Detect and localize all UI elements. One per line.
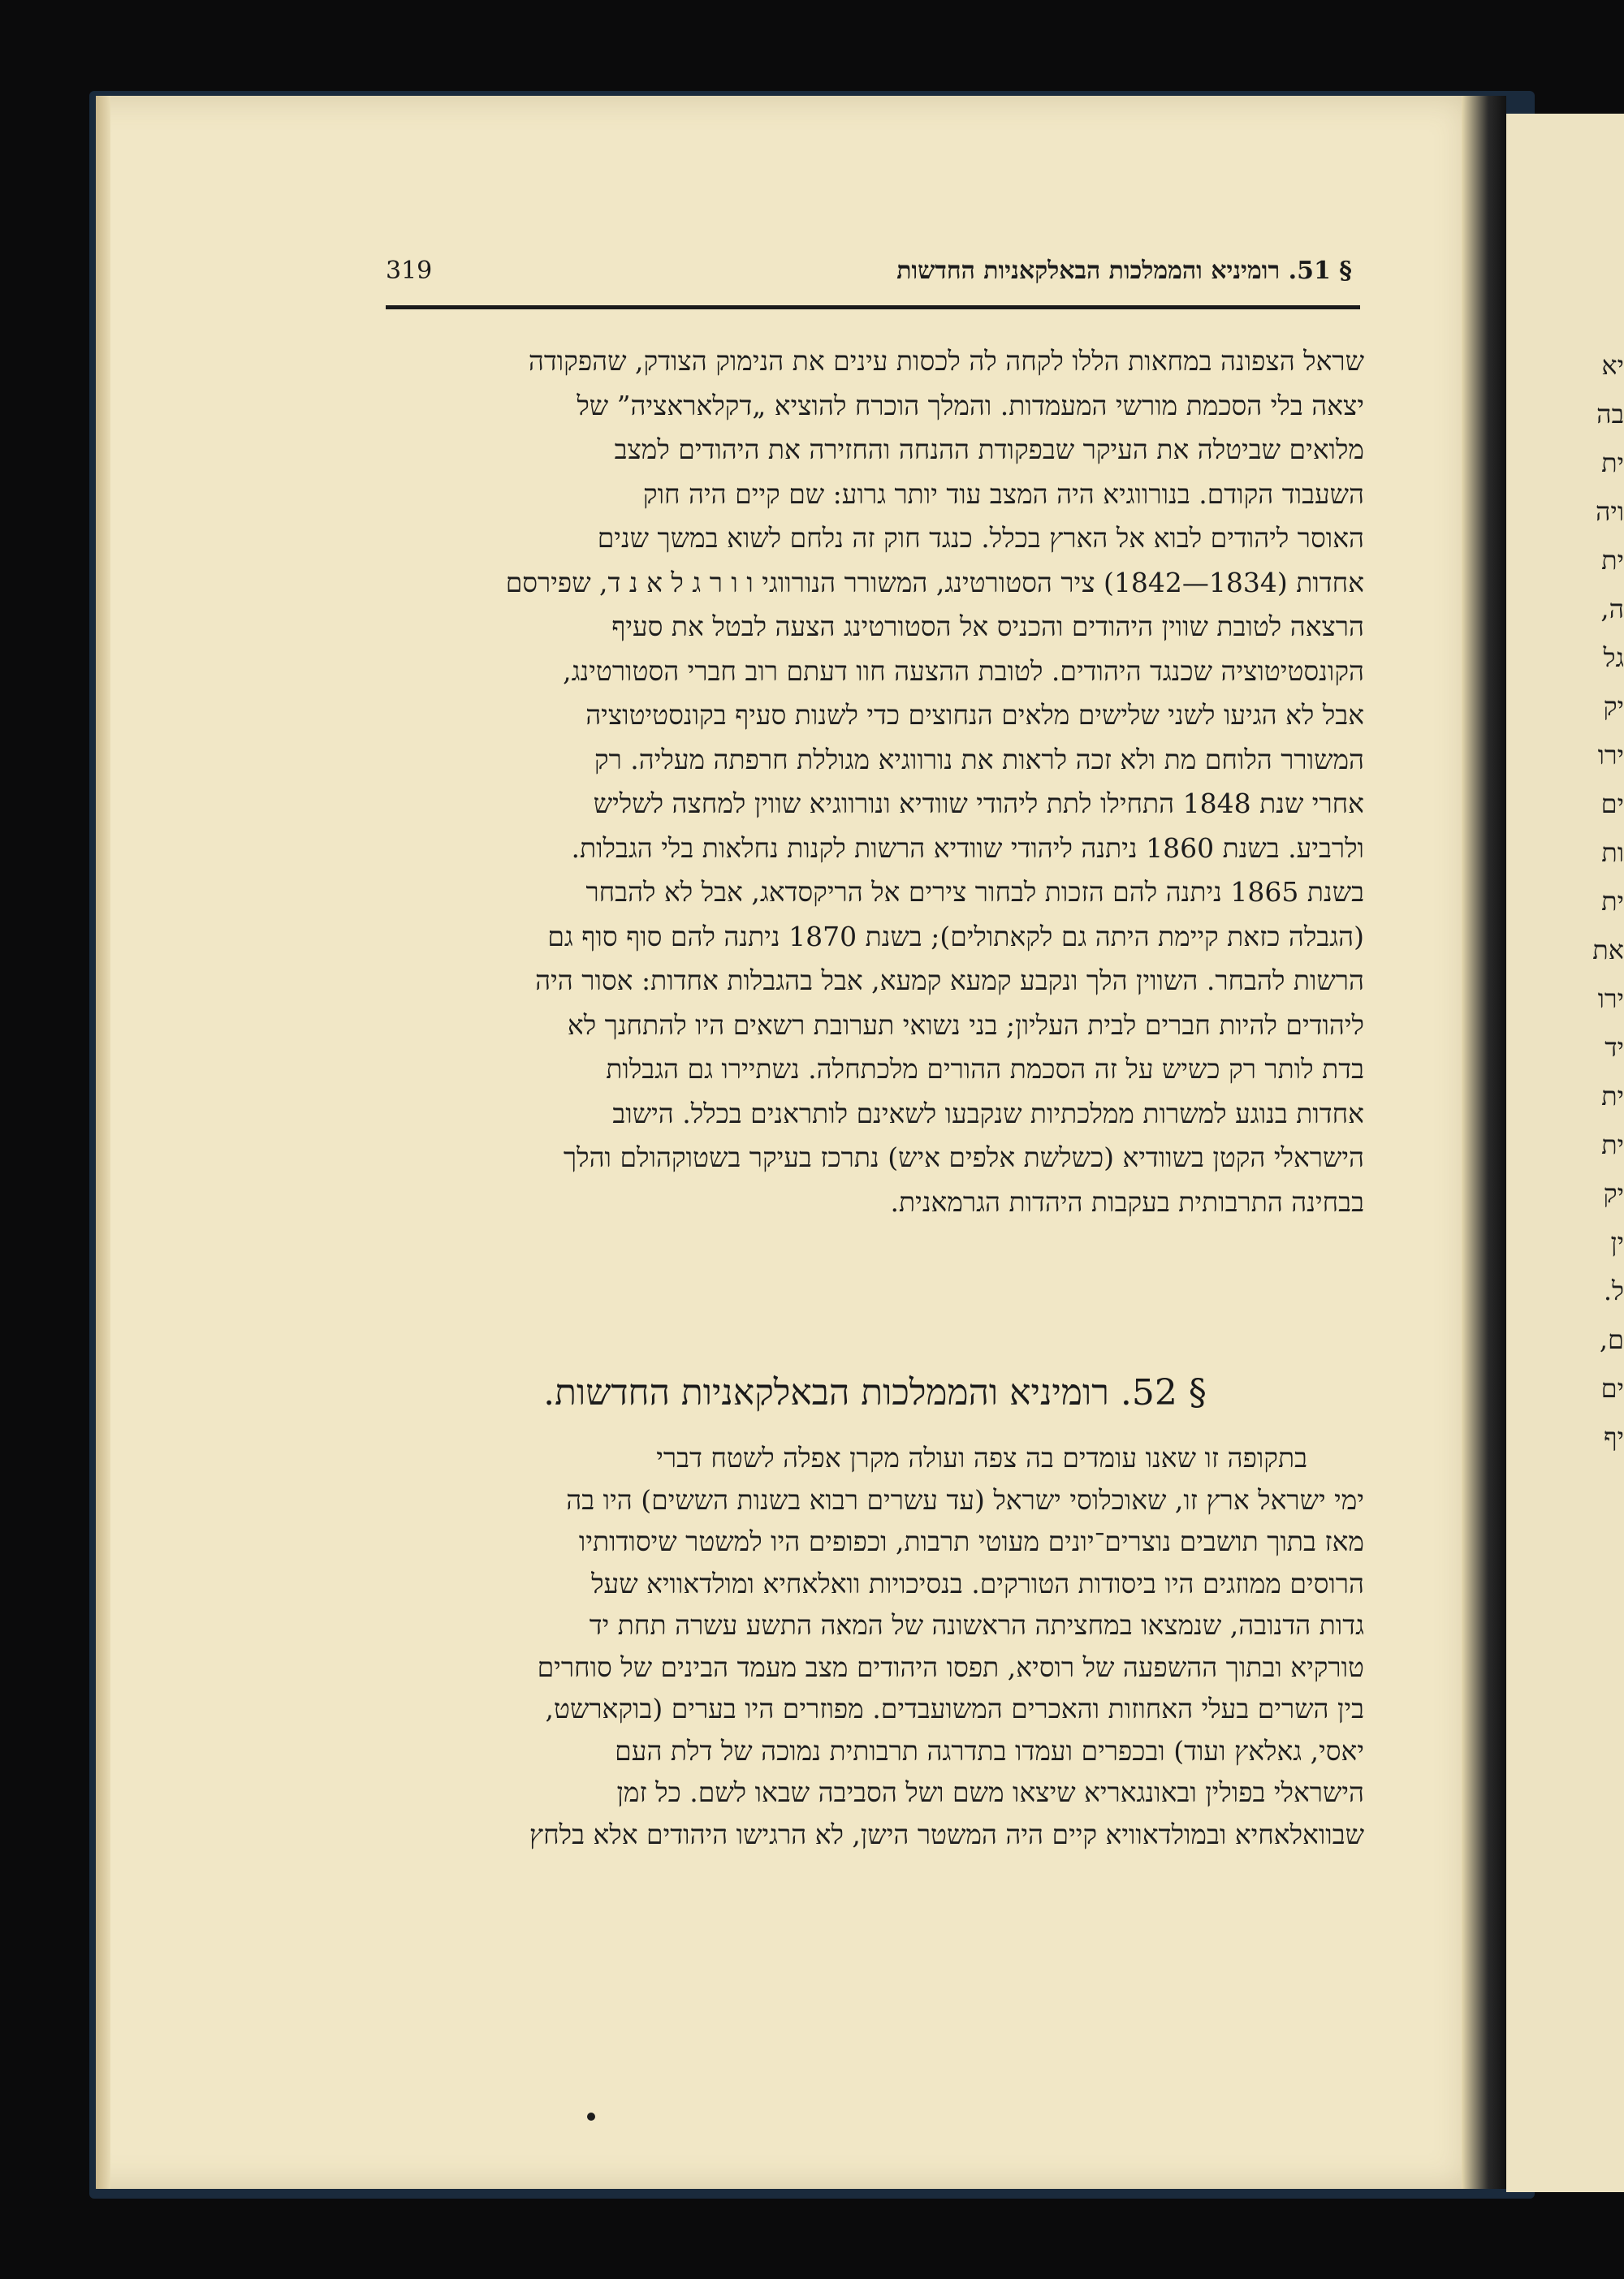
right-page-fragment: גל (1603, 642, 1624, 673)
right-page-fragment: יק (1603, 691, 1624, 722)
paragraph-2 (386, 1437, 1364, 1855)
right-page-fragment: ית (1601, 447, 1624, 478)
right-page-fragment: ל. (1603, 1275, 1624, 1306)
text-line: בשנת 1865 ניתנה להם הזכות לבחור צירים אל הריקסדאג, אבל לא להבחר (585, 876, 1364, 908)
text-line: בין השרים בעלי האחוזות והאכרים המשועבדים. מפוזרים היו בערים (בוקארשט, (545, 1693, 1364, 1724)
text-line: יאסי, גאלאץ ועוד) ובכפרים ועמדו בתדרגה תרבותית נמוכה של דלת העם (615, 1734, 1364, 1767)
running-head: § 51. רומיניא והממלכות הבאלקאניות החדשות (896, 257, 1352, 285)
right-page-fragment: יא (1601, 350, 1624, 381)
text-line: ולרביע. בשנת 1860 ניתנה ליהודי שוודיא הרשות לקנות נחלאות בלי הגבלות. (571, 831, 1364, 864)
text-line: הרוסים ממוזגים היו ביסודות הטורקים. בנסיכויות וואלאחיא ומולדאוויא שעל (591, 1567, 1364, 1599)
text-line: שראל הצפונה במחאות הללו לקחה לה לכסות עינים את הנימוק הצודק, שהפקודה (528, 345, 1364, 377)
text-line: בבחינה התרבותית בעקבו‍ת היהדות הגרמאנית. (890, 1185, 1364, 1218)
text-line: מאז בתוך תושבים נוצרים־יונים מעוטי תרבות, וכפופים היו למשטר שיסודותיו (578, 1526, 1364, 1557)
text-line: בדת לותר רק כשיש על זה הסכמת ההורים מלכתחלה. נשתיירו גם הגבלות (606, 1053, 1364, 1085)
right-page-fragment: ויה (1596, 496, 1624, 527)
page-number: 319 (386, 257, 433, 285)
right-page-fragment: ית (1601, 1081, 1624, 1111)
paragraph-1 (386, 339, 1364, 1224)
right-page-fragment: ית (1601, 545, 1624, 576)
right-page-fragment: יף (1604, 1422, 1624, 1452)
right-page-fragment: ירו (1597, 740, 1624, 770)
text-line: המשורר הלוחם מת ולא זכה לראות את נורווגיא מגוללת חרפתה מעליה. רק (594, 743, 1364, 775)
text-line: הרצאה לטובת שווין היהודים והכניס אל הסטורטינג הצעה לבטל את סעיף (611, 611, 1364, 642)
text-line: הישראלי הקטן בשוודיא (כשלשת אלפים איש) נתרכז בעיקר בשטוקהולם והלך (563, 1142, 1364, 1173)
right-page-fragment: ין (1610, 1227, 1624, 1258)
right-page-fragment: ית (1601, 886, 1624, 917)
text-line: אבל לא הגיעו לשני שלישים מלאים הנחוצים כדי לשנות סעיף בקונסטיטוציה (585, 699, 1364, 731)
text-line: השעבוד הקודם. בנורווגיא היה המצב עוד יותר גרוע: שם קיים היה חוק (642, 477, 1364, 510)
ink-dot (587, 2113, 595, 2121)
text-line: ימי ישראל ארץ זו, שאוכלוסי ישראל (עד עשרים רבוא בשנות הששים) היו בה (566, 1483, 1364, 1516)
text-line: הרשות להבחר. השווין הלך ונקבע קמעא קמעא, אבל בהגבלות אחדות: אסור היה (535, 965, 1364, 996)
right-page-fragment: יד (1605, 1032, 1624, 1063)
right-page-fragment: ות (1601, 837, 1624, 868)
right-page-fragment: ית (1601, 1129, 1624, 1160)
text-line: הקונסטיטוציה שכנגד היהודים. לטובת ההצעה חוו דעתם רוב חברי הסטורטינג, (563, 654, 1364, 687)
right-page-fragment: ים (1600, 1373, 1624, 1404)
text-line: שבוואלאחיא ובמולדאוויא קיים היה המשטר הישן, לא הרגישו היהודים אלא בלחץ (529, 1818, 1364, 1850)
right-page-fragment: ם, (1599, 1324, 1624, 1355)
text-line: מלואים שביטלה את העיקר שבפקודת ההנחה והחזירה את היהודים למצב (614, 434, 1364, 465)
text-line: הישראלי בפולין ובאונגאריא שיצאו משם ושל הסביבה שבאו לשם. כל זמן (616, 1776, 1364, 1808)
text-line: (הגבלה כזאת קיימת היתה גם לקאתולים); בשנת 1870 ניתנה להם סוף סוף גם (547, 920, 1364, 952)
text-line: אחדות (1834—1842) ציר הסטורטינג, המשורר הנורווגי ו ו ר ג ל א נ ד, שפירסם (505, 566, 1364, 598)
page-header (386, 253, 1360, 302)
text-line: ליהודים להיות חברים לבית העליון; בני נשואי תערובת רשאים היו להתחנך לא (567, 1008, 1364, 1041)
text-line: יצאה בלי הסכמת מורשי המעמדות. והמלך הוכרח להוציא „דקלאראציה” של (577, 389, 1364, 421)
right-page-fragment: בה (1596, 399, 1624, 429)
text-line: אחדות בנוגע למשרות ממלכתיות שנקבעו לשאינם לותראנים בכלל. הישוב (612, 1097, 1364, 1129)
header-rule (386, 305, 1360, 309)
text-line: האוסר ליהודים לבוא אל הארץ בכלל. כנגד חוק זה נלחם לשוא במשך שנים (597, 522, 1364, 554)
right-page-fragment: ים (1600, 788, 1624, 819)
section-title: § 52. רומיניא והממלכות הבאלקאניות החדשות. (543, 1372, 1207, 1414)
text-line: אחרי שנת 1848 התחיל‍ו לתת ליהודי שוודיא ונורווגיא שווין למחצה לשליש (593, 788, 1364, 819)
right-page-fragment: ה, (1600, 593, 1624, 624)
text-line: גדות הדנובה, שנמצאו במחציתה הראשונה של המאה התשע עשרה תחת יד (589, 1609, 1364, 1641)
right-page-fragment: את (1592, 934, 1624, 965)
right-page-fragment: ירו (1597, 983, 1624, 1014)
text-line: טורקיא ובתוך ההשפעה של רוסיא, תפסו היהודים מצב מעמד הבינים של סוחרים (537, 1651, 1364, 1683)
text-line: בתקופה זו שאנו עומדים בה צפה ועולה מקרן אפלה לשטח דברי (656, 1442, 1307, 1474)
page-edge (96, 96, 110, 2189)
book-gutter (1462, 96, 1506, 2189)
right-page-fragment: יק (1603, 1178, 1624, 1209)
right-page-text (1547, 341, 1624, 1461)
